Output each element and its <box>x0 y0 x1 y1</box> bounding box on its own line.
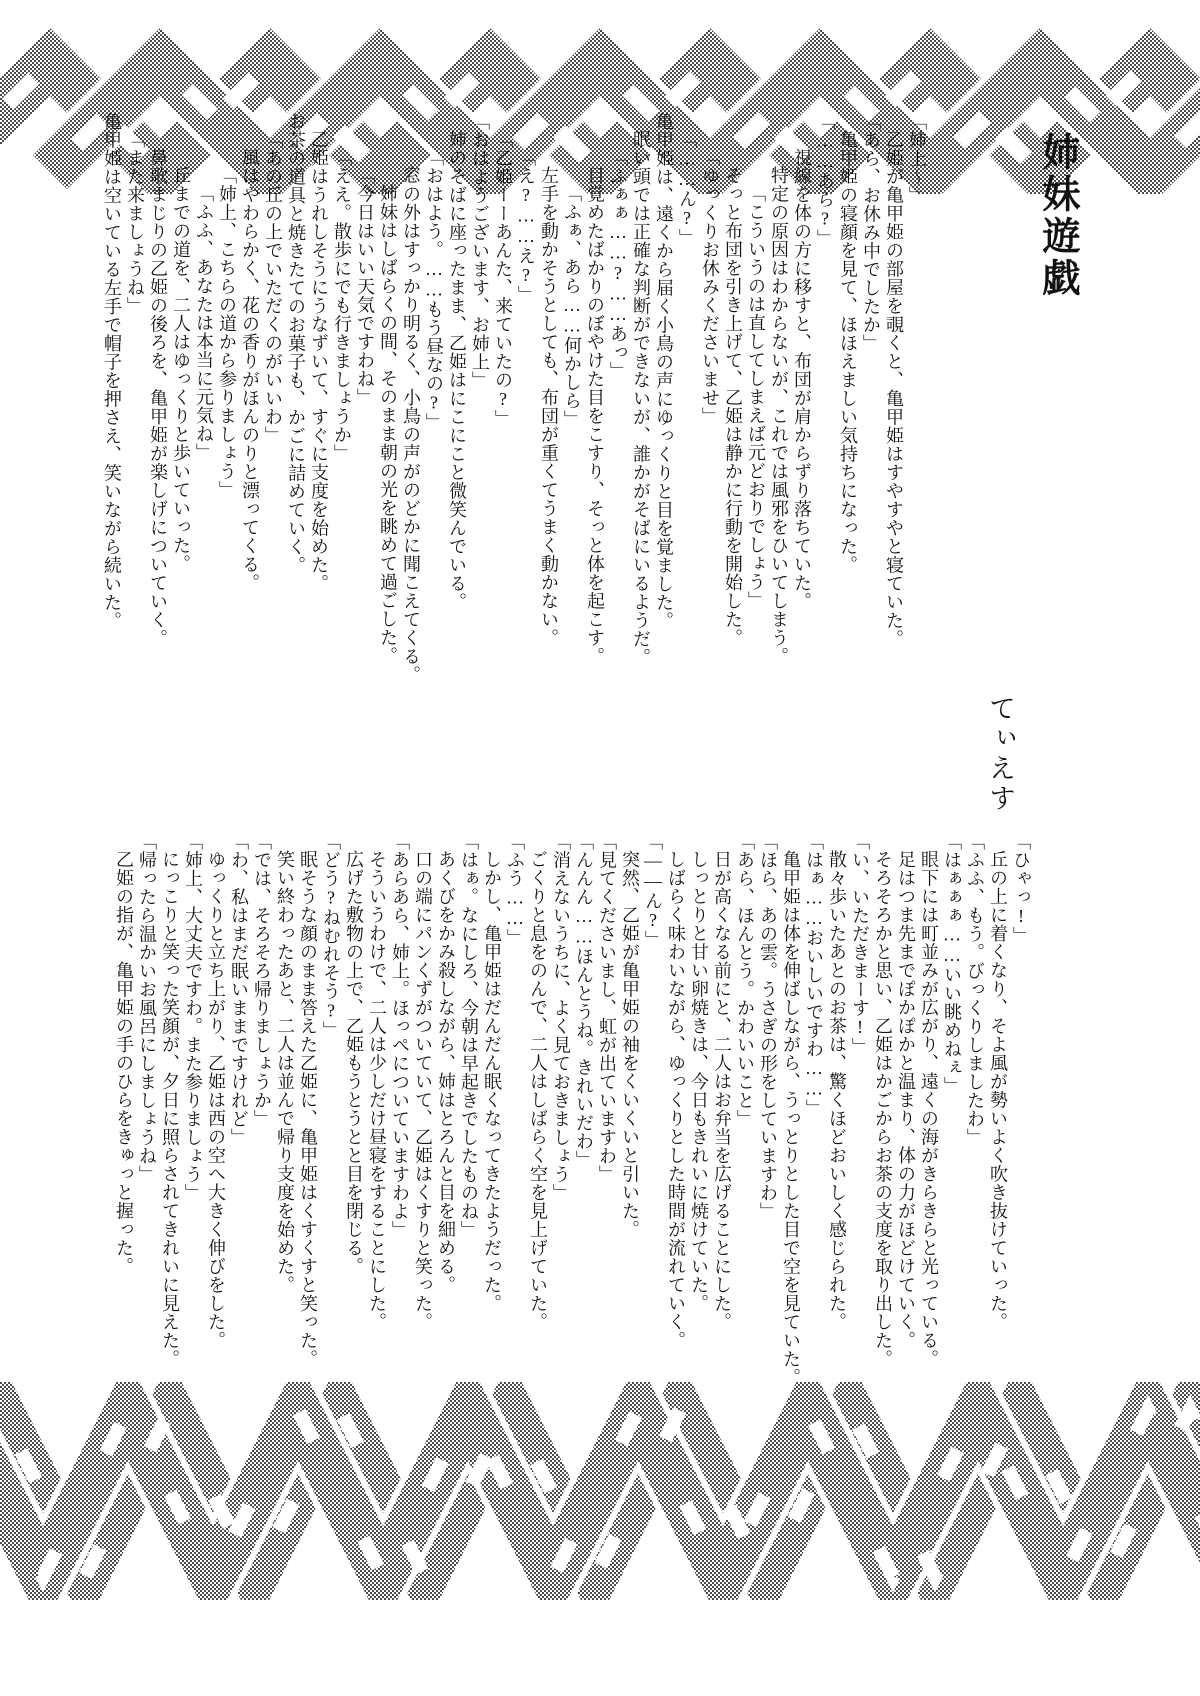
text-column: 「姉上〜」 <box>907 112 927 205</box>
text-column: 広げた敷物の上で、乙姫もうとうとと目を閉じる。 <box>344 850 364 1276</box>
text-column: 「い、いただきまーす!」 <box>850 832 870 1056</box>
text-column: 「ひゃっ!」 <box>1011 832 1031 945</box>
text-column: 亀甲姫の寝顔を見て、ほほえましい気持ちになった。 <box>838 130 858 574</box>
text-column: 突然、乙姫が亀甲姫の袖をくいくいと引いた。 <box>620 850 640 1239</box>
text-column: 姉のそばに座ったまま、乙姫はにこにこと微笑んでいる。 <box>447 130 467 611</box>
text-column: 「また来ましょうね」 <box>125 130 145 315</box>
text-column: 「え?……え?」 <box>516 148 536 304</box>
text-column: 眠い頭では正確な判断ができないが、誰かがそばにいるようだ。 <box>631 130 651 667</box>
text-column: 「……あら?」 <box>815 112 835 248</box>
text-column: 窓の外はすっかり明るく、小鳥の声がのどかに聞こえてくる。 <box>401 166 421 684</box>
text-column: 「ふふ、あなたは本当に元気ね」 <box>194 184 214 462</box>
text-column: 左手を動かそうとしても、布団が重くてうまく動かない。 <box>539 166 559 647</box>
text-column: 「んんん……ほんとうね。きれいだわ」 <box>574 832 594 1169</box>
text-column: そういうわけで、二人は少しだけ昼寝をすることにした。 <box>367 850 387 1331</box>
author-name: てぃえす <box>985 694 1015 814</box>
text-column: 「ほら、あの雲。うさぎの形をしていますわ」 <box>758 832 778 1221</box>
text-column: 亀甲姫は空いている左手で帽子を押さえ、笑いながら続いた。 <box>102 112 122 630</box>
text-column: 「消えないうちに、よく見ておきましょう」 <box>551 832 571 1202</box>
text-column: 乙姫が亀甲姫の部屋を覗くと、亀甲姫はすやすやと寝ていた。 <box>884 130 904 648</box>
text-column: ごくりと息をのんで、二人はしばらく空を見上げていた。 <box>528 850 548 1331</box>
text-column: 「あら、お休み中でしたか」 <box>861 112 881 353</box>
text-column: 「ふぁ、あら……何かしら」 <box>562 184 582 429</box>
text-column: 「わ、私はまだ眠いままですけれど」 <box>229 832 249 1147</box>
text-column: 「あら、ほんとう。かわいいこと」 <box>735 832 755 1128</box>
text-column: 「おはようございます、お姉上」 <box>470 112 490 390</box>
text-column: 「あの丘の上でいただくのがいいわ」 <box>263 130 283 445</box>
text-column: 「ふぁぁ……?……あっ」 <box>608 148 628 380</box>
text-column: 風はやわらかく、花の香りがほんのりと漂ってくる。 <box>240 148 260 592</box>
text-column: 「では、そろそろ帰りましょうか」 <box>252 832 272 1128</box>
text-column: ゆっくりと立ち上がり、乙姫は西の空へ大きく伸びをした。 <box>206 850 226 1350</box>
text-column: 「ええ。散歩にでも行きましょうか」 <box>332 148 352 463</box>
text-column: 「どう?ねむれそう?」 <box>321 832 341 1040</box>
text-column: お茶の道具と焼きたてのお菓子も、かごに詰めていく。 <box>286 112 306 575</box>
text-column: 亀甲姫は体を伸ばしながら、うっとりとした目で空を見ていた。 <box>781 850 801 1387</box>
text-column: 「ふう……」 <box>505 832 525 947</box>
text-column: 眼下には町並みが広がり、遠くの海がきらきらと光っている。 <box>919 850 939 1368</box>
text-column: 足はつま先までぽかぽかと温まり、体の力がほどけていく。 <box>896 850 916 1350</box>
text-column: 「姉上、大丈夫ですわ。また参りましょう」 <box>183 832 203 1202</box>
text-column: 「乙姫ーーあんた、来ていたの?」 <box>493 130 513 428</box>
text-column: しっとりと甘い卵焼きは、今日もきれいに焼けていた。 <box>689 850 709 1313</box>
text-column: 「はぁ。なにしろ、今朝は早起きでしたものね」 <box>459 832 479 1239</box>
text-column: 笑い終わったあと、二人は並んで帰り支度を始めた。 <box>275 850 295 1294</box>
text-column: 乙姫の指が、亀甲姫の手のひらをきゅっと握った。 <box>114 850 134 1276</box>
text-column: 「こういうのは直してしまえば元どおりでしょう」 <box>746 184 766 610</box>
text-column: 「今日はいい天気ですわね」 <box>355 166 375 407</box>
text-column: 「おはよう。……もう昼なの?」 <box>424 148 444 432</box>
text-column: 日が高くなる前にと、二人はお弁当を広げることにした。 <box>712 850 732 1331</box>
text-column: 「ゆっくりお休みくださいませ」 <box>700 148 720 426</box>
story-part-1 <box>52 112 928 768</box>
text-column: にっこりと笑った笑顔が、夕日に照らされてきれいに見えた。 <box>160 850 180 1368</box>
text-column: 口の端にパンくずがついていて、乙姫はくすりと笑った。 <box>413 850 433 1331</box>
text-column: 散々歩いたあとのお茶は、驚くほどおいしく感じられた。 <box>827 850 847 1331</box>
text-column: しかし、亀甲姫はだんだん眠くなってきたようだった。 <box>482 850 502 1313</box>
text-column: しばらく味わいながら、ゆっくりとした時間が流れていく。 <box>666 850 686 1350</box>
text-column: 眠そうな顔のまま答えた乙姫に、亀甲姫はくすくすと笑った。 <box>298 850 318 1368</box>
decorative-border-bottom-zigzag <box>0 1382 1200 1600</box>
text-column: 丘までの道を、二人はゆっくりと歩いていった。 <box>171 166 191 573</box>
text-column: 乙姫はうれしそうにうなずいて、すぐに支度を始めた。 <box>309 130 329 593</box>
text-column: 特定の原因はわからないが、これでは風邪をひいてしまう。 <box>769 166 789 666</box>
text-column: 「姉上、こちらの道から参りましょう」 <box>217 166 237 499</box>
text-column: 目覚めたばかりのぼやけた目をこすり、そっと体を起こす。 <box>585 166 605 666</box>
text-column: 「……ん?」 <box>677 130 697 247</box>
text-column: 「見てくださいまし、虹が出ていますわ」 <box>597 832 617 1184</box>
text-column: 姉妹はしばらくの間、そのまま朝の光を眺めて過ごした。 <box>378 184 398 665</box>
text-column: そっと布団を引き上げて、乙姫は静かに行動を開始した。 <box>723 166 743 647</box>
text-column: あくびをかみ殺しながら、姉はとろんと目を細める。 <box>436 850 456 1294</box>
text-column: 「――ん?」 <box>643 832 663 949</box>
text-column: 「はぁぁぁ……いい眺めねぇ」 <box>942 832 962 1095</box>
text-column: 丘の上に着くなり、そよ風が勢いよく吹き抜けていった。 <box>988 850 1008 1331</box>
page-title: 姉妹遊戯 <box>1036 132 1078 300</box>
text-column: 「はぁ……おいしいですわ……」 <box>804 832 824 1118</box>
text-column: そろそろかと思い、乙姫はかごからお茶の支度を取り出した。 <box>873 850 893 1368</box>
text-column: 「帰ったら温かいお風呂にしましょうね」 <box>137 832 157 1184</box>
text-column: 鼻歌まじりの乙姫の後ろを、亀甲姫が楽しげについていく。 <box>148 148 168 648</box>
text-column: 「ふふ、もう。びっくりしましたわ」 <box>965 832 985 1147</box>
text-column: 「あらあら、姉上。ほっぺについていますわよ」 <box>390 832 410 1239</box>
text-column: 亀甲姫は、遠くから届く小鳥の声にゆっくりと目を覚ました。 <box>654 112 674 630</box>
text-column: 視線を体の方に移すと、布団が肩からずり落ちていた。 <box>792 148 812 611</box>
